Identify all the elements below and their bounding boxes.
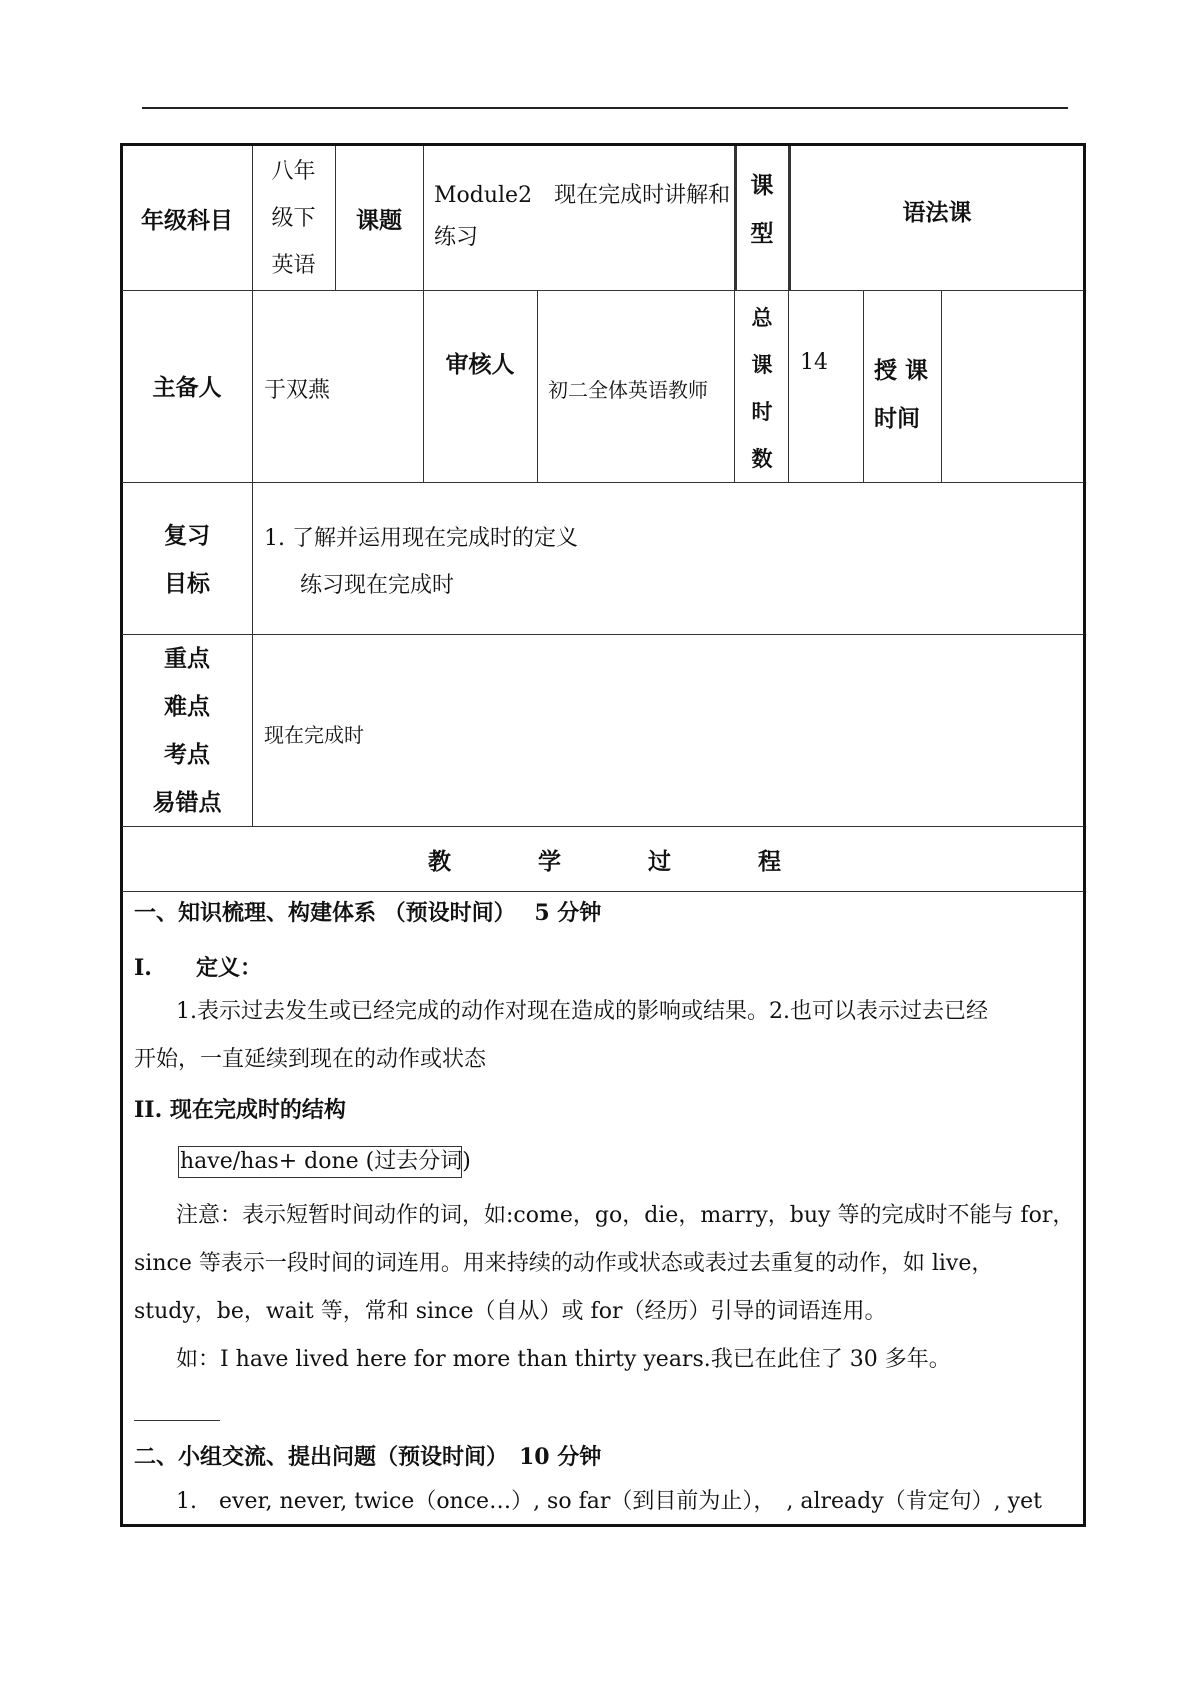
section-2-title: 二、小组交流、提出问题（预设时间） 10 分钟: [134, 1444, 602, 1470]
grade-value-line: 级下: [271, 205, 316, 231]
key-points-label-line: 易错点: [152, 789, 222, 816]
type-label-char: 课: [750, 172, 774, 199]
process-title-char: 过: [648, 848, 671, 875]
type-label-char: 型: [750, 220, 774, 247]
row-divider-5: [122, 891, 1084, 892]
example-line: 如：I have lived here for more than thirty years.我已在此住了 30 多年。: [176, 1347, 951, 1372]
class-time-label-line: 授 课: [874, 357, 929, 384]
key-points-value: 现在完成时: [264, 723, 364, 747]
col-divider: [423, 146, 424, 291]
total-hours-value: 14: [800, 350, 828, 375]
definition-line-2: 开始，一直延续到现在的动作或状态: [134, 1047, 487, 1072]
review-label-line: 目标: [164, 570, 210, 597]
structure-heading: II. 现在完成时的结构: [134, 1097, 346, 1123]
reviewer-value: 初二全体英语教师: [548, 378, 708, 402]
col-divider: [252, 290, 253, 483]
review-goal-label: [122, 510, 252, 610]
header-rule: [142, 107, 1068, 109]
key-points-label: [122, 638, 252, 824]
definition-heading: I. 定义：: [134, 955, 262, 981]
review-goal-line1: 1. 了解并运用现在完成时的定义: [264, 526, 578, 551]
item-1-line: 1. ever, never, twice（once…）, so far（到目前为止）， , already（肯定句）, yet: [176, 1489, 1042, 1514]
key-points-label-line: 难点: [164, 693, 210, 720]
col-divider: [252, 482, 253, 827]
lesson-type-label: [736, 160, 788, 260]
key-points-label-line: 考点: [164, 741, 210, 768]
lesson-type-value: 语法课: [902, 198, 972, 226]
total-hours-char: 总: [751, 305, 773, 330]
topic-value-line2: 练习: [434, 225, 479, 250]
topic-value-line1: Module2 现在完成时讲解和: [434, 183, 731, 208]
section-1-title: 一、知识梳理、构建体系 （预设时间） 5 分钟: [134, 900, 602, 926]
class-time-label-line: 时间: [874, 405, 920, 432]
row-divider-4: [122, 826, 1084, 827]
grade-subject-value: [252, 152, 335, 284]
row-divider-1: [122, 290, 1084, 291]
process-title-char: 学: [538, 848, 561, 875]
col-divider: [863, 290, 864, 483]
col-divider: [537, 290, 538, 483]
col-divider: [423, 290, 424, 483]
col-divider: [788, 290, 789, 483]
key-points-label-line: 重点: [164, 645, 210, 672]
col-divider: [941, 290, 942, 483]
total-hours-char: 时: [751, 399, 773, 424]
preparer-value: 于双燕: [264, 378, 331, 403]
blank-line: [134, 1420, 220, 1421]
structure-formula: have/has+ done (过去分词): [178, 1146, 462, 1178]
note-line-2: since 等表示一段时间的词连用。用来持续的动作或状态或表过去重复的动作，如 live，: [134, 1251, 994, 1276]
class-time-label: [874, 347, 928, 443]
review-label-line: 复习: [164, 522, 210, 549]
note-line-3: study，be，wait 等，常和 since（自从）或 for（经历）引导的词语连用。: [134, 1299, 887, 1324]
grade-value-line: 八年: [271, 158, 316, 184]
preparer-label: 主备人: [152, 373, 222, 401]
total-hours-char: 课: [751, 352, 773, 377]
reviewer-label: 审核人: [445, 350, 515, 378]
note-line-1: 注意：表示短暂时间动作的词，如:come，go，die，marry，buy 等的完成时不能与 for，: [176, 1203, 1075, 1228]
col-divider: [734, 290, 735, 483]
grade-subject-label: 年级科目: [141, 206, 233, 234]
grade-value-line: 英语: [271, 252, 316, 278]
row-divider-3: [122, 634, 1084, 635]
total-hours-char: 数: [751, 446, 773, 471]
total-hours-label: [736, 298, 788, 478]
topic-label: 课题: [356, 206, 402, 234]
row-divider-2: [122, 482, 1084, 483]
definition-line-1: 1.表示过去发生或已经完成的动作对现在造成的影响或结果。2.也可以表示过去已经: [176, 999, 988, 1024]
review-goal-line2: 练习现在完成时: [300, 573, 455, 598]
process-title-char: 教: [428, 848, 451, 875]
process-title-char: 程: [758, 848, 781, 875]
